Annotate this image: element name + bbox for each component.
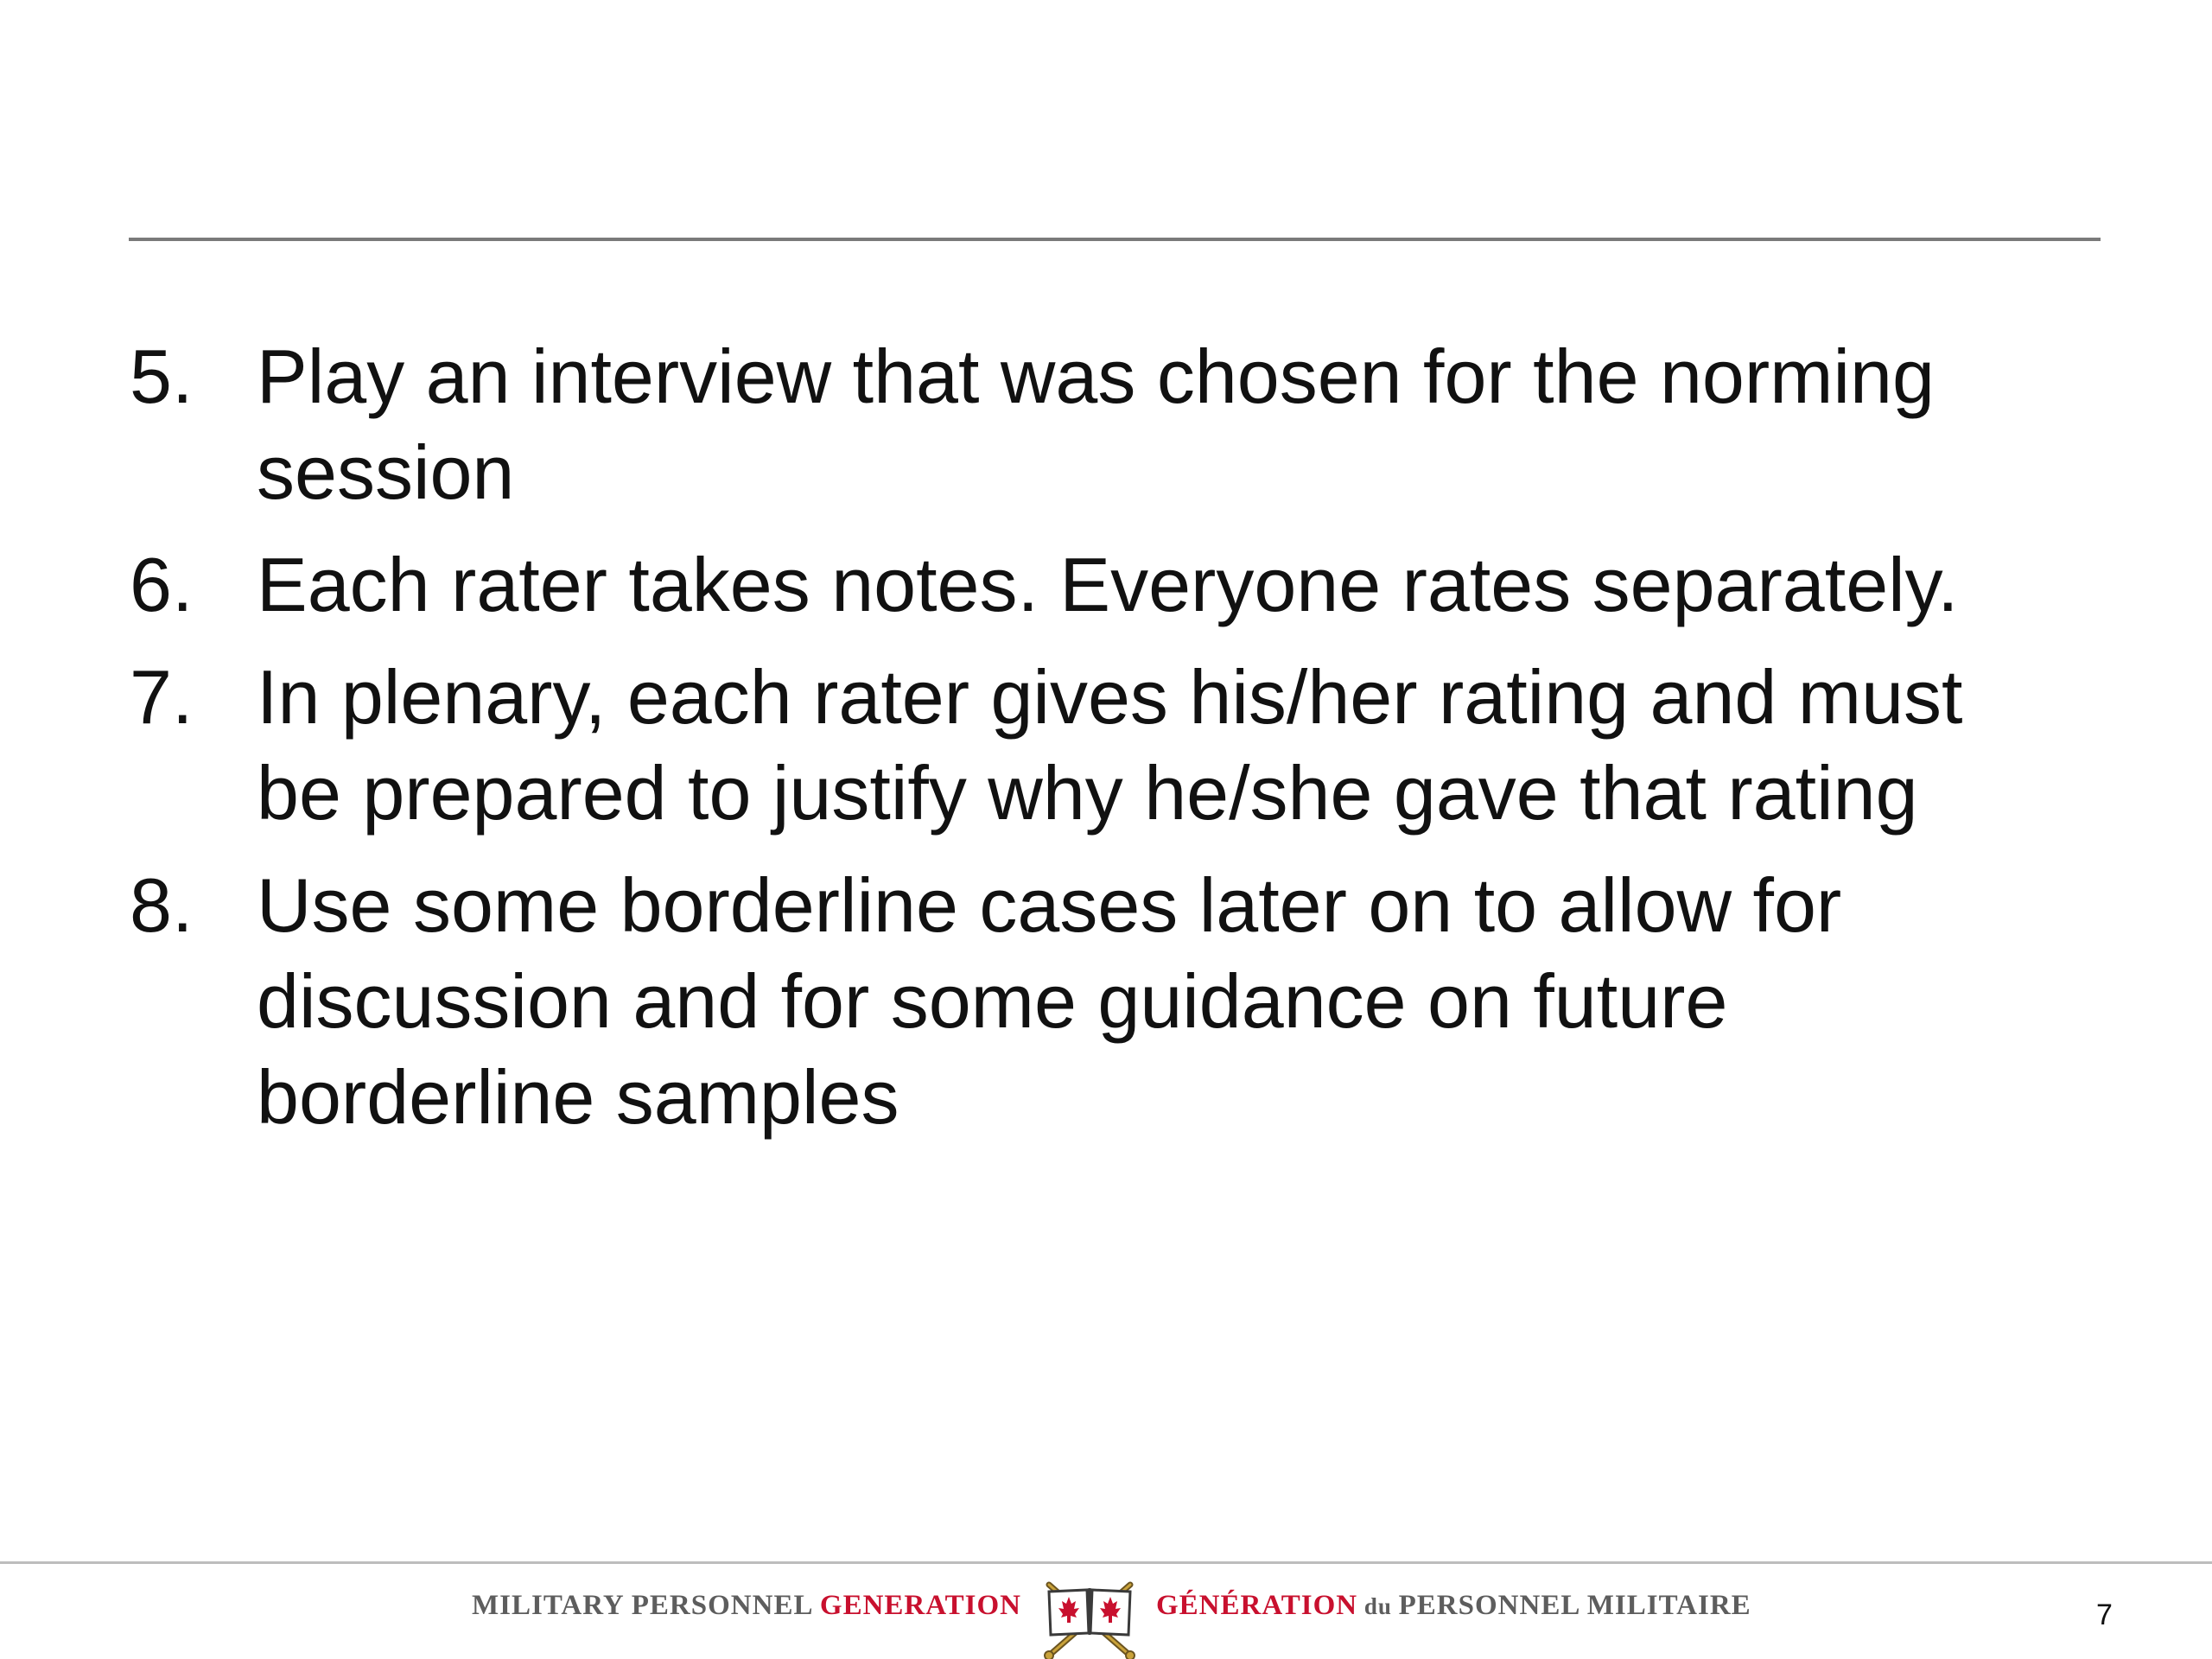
footer-divider — [0, 1561, 2212, 1564]
list-item-number: 5. — [130, 334, 194, 419]
list-item — [130, 328, 2074, 520]
list-item — [130, 649, 2074, 841]
footer-english-title — [472, 1590, 1021, 1622]
list-item — [130, 857, 2074, 1145]
maple-leaf-emblem-icon — [1037, 1573, 1142, 1659]
footer-french-title — [1156, 1590, 1751, 1622]
list-item-text: Each rater takes notes. Everyone rates separately. — [257, 542, 1959, 627]
list-item — [130, 537, 2074, 632]
list-item-text: Use some borderline cases later on to allow for discussion and for some guidance on future borderline samples — [257, 862, 1842, 1140]
footer-english-accent: GENERATION — [819, 1590, 1021, 1621]
top-divider — [129, 238, 2101, 241]
footer-english-prefix: MILITARY PERSONNEL — [472, 1590, 820, 1621]
list-item-number: 7. — [130, 654, 194, 740]
list-item-text: In plenary, each rater gives his/her rating and must be prepared to justify why he/she gave that rating — [257, 654, 1963, 836]
footer-french-accent: GÉNÉRATION — [1156, 1590, 1358, 1621]
footer — [0, 1573, 2212, 1659]
numbered-list — [130, 328, 2074, 1161]
footer-french-suffix: PERSONNEL MILITAIRE — [1398, 1590, 1751, 1621]
list-item-number: 6. — [130, 542, 194, 627]
list-item-number: 8. — [130, 862, 194, 948]
page-number: 7 — [2096, 1599, 2113, 1631]
list-item-text: Play an interview that was chosen for the norming session — [257, 334, 1935, 515]
footer-french-particle: du — [1357, 1593, 1399, 1619]
